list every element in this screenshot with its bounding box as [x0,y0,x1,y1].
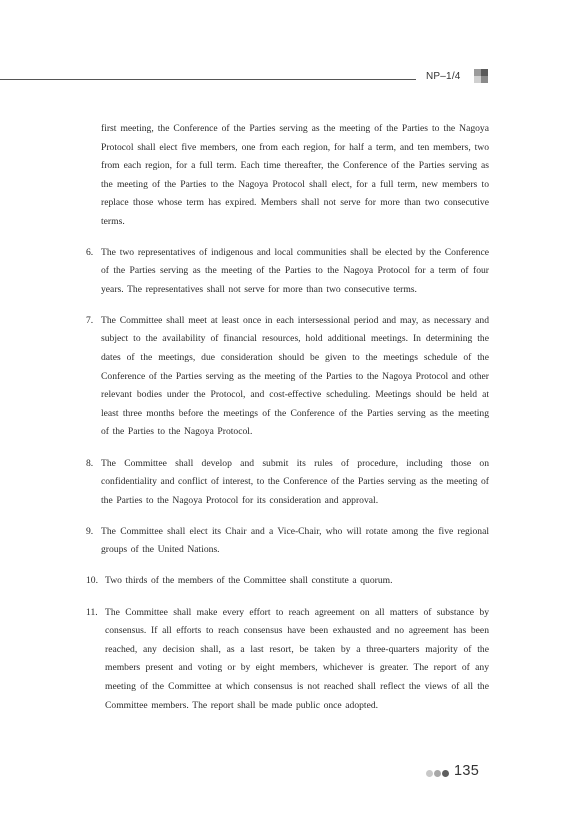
header-rule [0,79,416,80]
paragraph-number: 6. [86,246,94,258]
continuation-paragraph: first meeting, the Conference of the Parties serving as the meeting of the Parties to the Nagoya Protocol shall elect five members, one from each region, for half a term, and ten members, two from each region, for a full term. Each time thereafter, the Conference of the Parties serving as the meeting of the Parties to the Nagoya Protocol shall elect, for a full term, new members to replace those whose term has expired. Members shall not serve for more than two consecutive terms. [101,123,489,227]
paragraph-number: 8. [86,457,94,469]
footer-dots-icon [426,770,449,778]
paragraph-text: Two thirds of the members of the Committee shall constitute a quorum. [105,575,393,587]
paragraph-8 [86,455,489,511]
paragraph-7 [86,312,489,442]
paragraph-number: 9. [86,525,94,537]
paragraph-11 [86,604,489,716]
paragraph-text: The Committee shall meet at least once in each intersessional period and may, as necessary and subject to the availability of financial resources, hold additional meetings. In determining the dates of the meetings, due consideration should be given to the meetings schedule of the Conference of the Parties serving as the meeting of the Parties to the Nagoya Protocol and other relevant bodies under the Protocol, and cost-effective scheduling. Meetings should be held at least three months before the meetings of the Conference of the Parties serving as the meeting of the Parties to the Nagoya Protocol. [101,314,489,438]
paragraph-text: The two representatives of indigenous and local communities shall be elected by the Conference of the Parties serving as the meeting of the Parties to the Nagoya Protocol for a term of four years. The representatives shall not serve for more than two consecutive terms. [101,246,489,295]
paragraph-number: 10. [86,575,98,587]
paragraph-6 [86,244,489,300]
paragraph-9 [86,523,489,560]
header-decorative-squares-icon [474,69,488,83]
paragraph-number: 7. [86,314,94,326]
page-number: 135 [454,763,480,779]
paragraph-text: The Committee shall make every effort to reach agreement on all matters of substance by consensus. If all efforts to reach consensus have been exhausted and no agreement has been reached, any decision shall, as a last resort, be taken by a three-quarters majority of the members present and voting or by eight members, whichever is greater. The report of any meeting of the Committee at which consensus is not reached shall reflect the views of all the Committee members. The report shall be made public once adopted. [105,606,489,711]
document-code: NP–1/4 [426,71,461,82]
paragraph-text: The Committee shall elect its Chair and a Vice-Chair, who will rotate among the five regional groups of the United Nations. [101,525,489,556]
paragraph-text: The Committee shall develop and submit its rules of procedure, including those on confidentiality and conflict of interest, to the Conference of the Parties serving as the meeting of the Parties to the Nagoya Protocol for its consideration and approval. [101,457,489,506]
paragraph-10 [86,572,489,591]
paragraph-number: 11. [86,606,98,618]
document-body [86,120,489,728]
